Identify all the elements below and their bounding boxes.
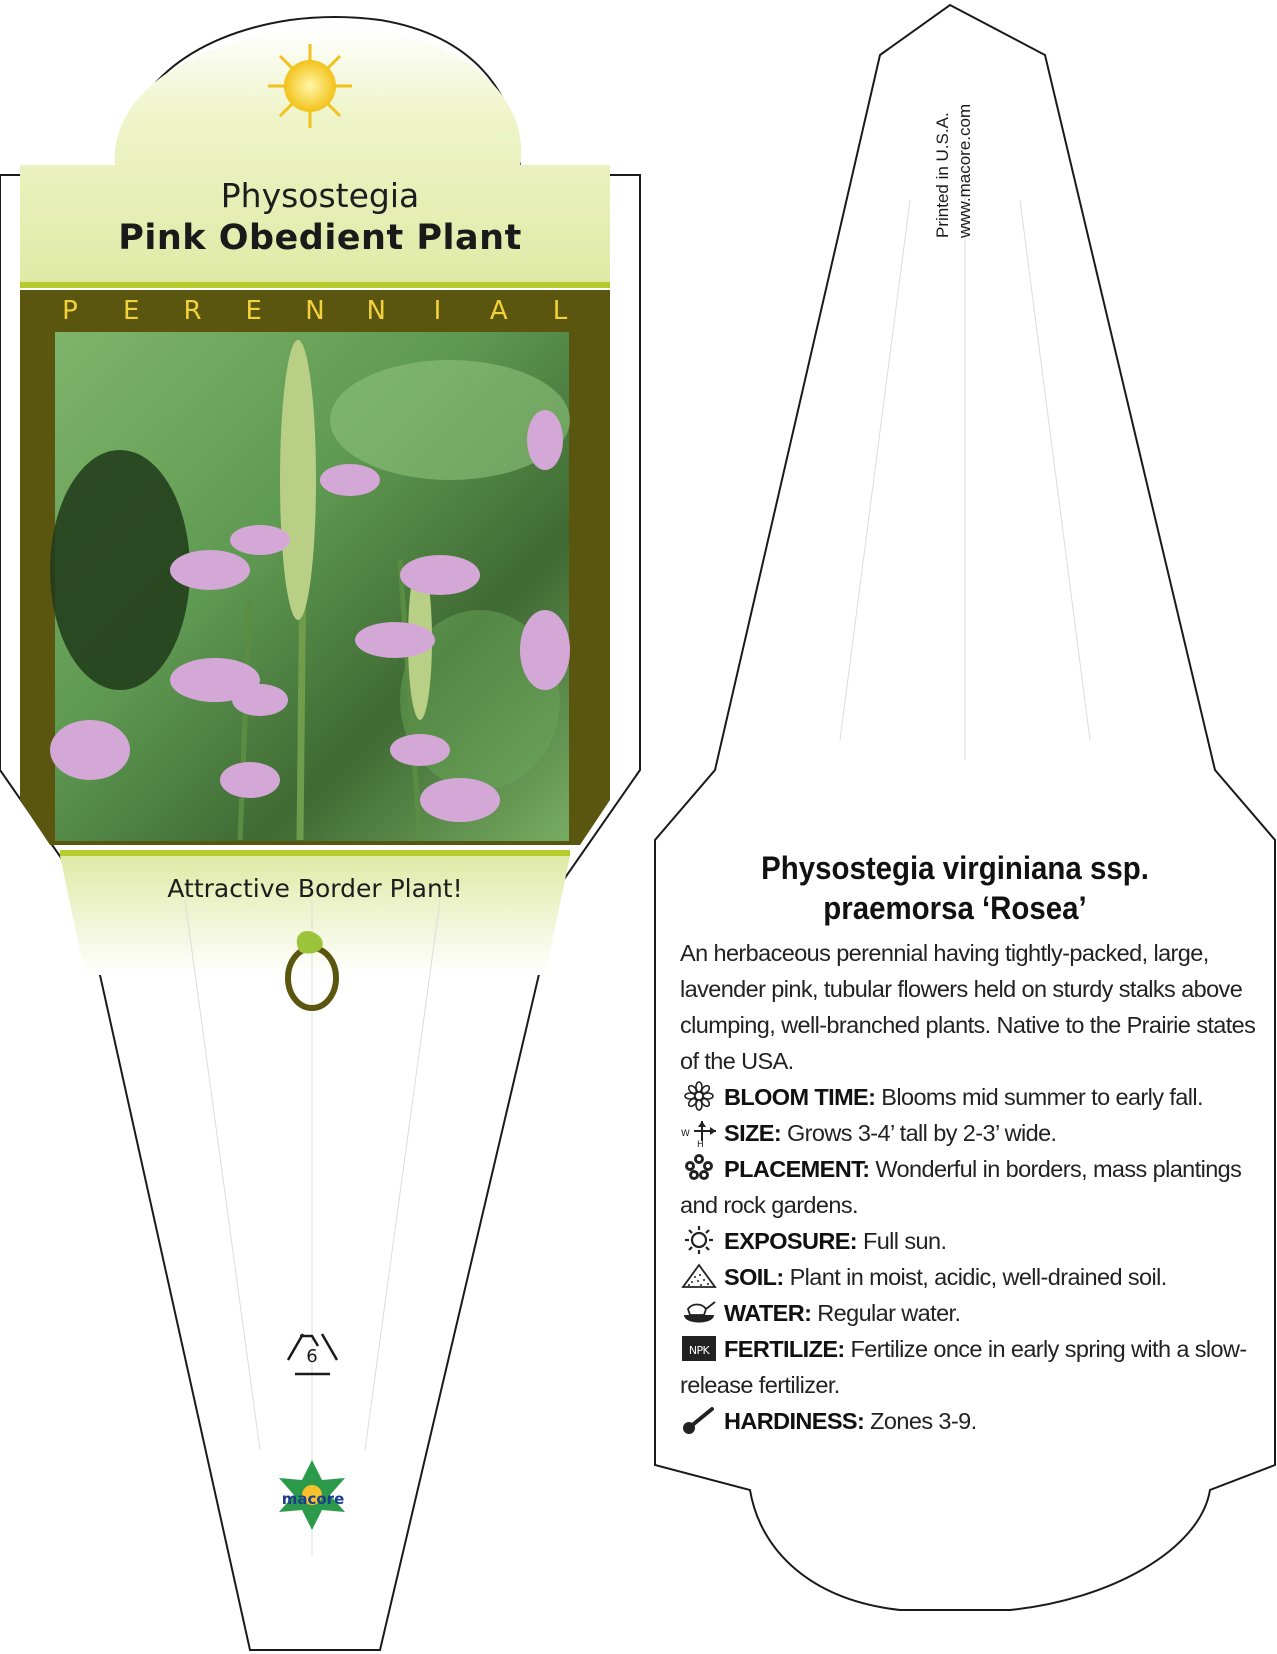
water-icon xyxy=(680,1297,718,1327)
size-w-label: W xyxy=(681,1129,690,1139)
attribute-text: Full sun. xyxy=(857,1228,947,1254)
scientific-name-line2: praemorsa ‘Rosea’ xyxy=(823,890,1087,926)
attribute-hardiness xyxy=(680,1403,1265,1439)
attribute-bloom-time xyxy=(680,1079,1265,1115)
attribute-label: BLOOM TIME: xyxy=(724,1084,876,1110)
attribute-exposure xyxy=(680,1223,1265,1259)
category-letter: L xyxy=(552,296,568,326)
print-info xyxy=(932,58,978,238)
category-letter: N xyxy=(366,296,386,326)
category-letter: E xyxy=(123,296,140,326)
category-letter: A xyxy=(489,296,508,326)
attribute-water xyxy=(680,1295,1265,1331)
attribute-label: SOIL: xyxy=(724,1264,784,1290)
category-letter: R xyxy=(183,296,202,326)
category-letter: E xyxy=(245,296,262,326)
attribute-label: HARDINESS: xyxy=(724,1408,865,1434)
scientific-name-line1: Physostegia virginiana ssp. xyxy=(761,850,1149,886)
npk-label: NPK xyxy=(688,1344,710,1357)
category-letter: I xyxy=(433,296,442,326)
attribute-soil xyxy=(680,1259,1265,1295)
attribute-text: Regular water. xyxy=(811,1300,961,1326)
attribute-text: Grows 3-4’ tall by 2-3’ wide. xyxy=(781,1120,1057,1146)
attribute-placement xyxy=(680,1151,1265,1223)
website: www.macore.com xyxy=(955,103,974,238)
flower-icon xyxy=(680,1081,718,1111)
size-h-label: H xyxy=(697,1140,704,1147)
attribute-text: Fertilize once in early spring with a slow-release fertilizer. xyxy=(680,1336,1247,1398)
attribute-label: WATER: xyxy=(724,1300,812,1326)
brand-logo-text: macore xyxy=(281,1490,345,1508)
soil-icon xyxy=(680,1261,718,1291)
recycle-number: 6 xyxy=(306,1346,318,1367)
description: An herbaceous perennial having tightly-packed, large, lavender pink, tubular flowers held on sturdy stalks above clumping, well-branched plants. Native to the Prairie states of the USA. xyxy=(680,940,1256,1074)
attribute-text: Wonderful in borders, mass plantings and rock gardens. xyxy=(680,1156,1242,1218)
common-name: Pink Obedient Plant xyxy=(118,218,522,258)
thermometer-icon xyxy=(680,1405,718,1435)
attribute-label: SIZE: xyxy=(724,1120,782,1146)
size-icon xyxy=(680,1117,718,1147)
category-letter: N xyxy=(305,296,325,326)
attribute-label: FERTILIZE: xyxy=(724,1336,845,1362)
npk-icon xyxy=(680,1333,718,1363)
attribute-text: Zones 3-9. xyxy=(864,1408,977,1434)
attribute-size xyxy=(680,1115,1265,1151)
attribute-label: EXPOSURE: xyxy=(724,1228,858,1254)
attribute-fertilize xyxy=(680,1331,1265,1403)
printed-in: Printed in U.S.A. xyxy=(933,112,952,238)
category-letter: P xyxy=(62,296,78,326)
tagline: Attractive Border Plant! xyxy=(167,874,463,903)
attribute-label: PLACEMENT: xyxy=(724,1156,870,1182)
attribute-text: Plant in moist, acidic, well-drained soil. xyxy=(783,1264,1167,1290)
sun-icon xyxy=(680,1225,718,1255)
scientific-name xyxy=(684,848,1227,928)
genus-name: Physostegia xyxy=(220,176,420,215)
attribute-text: Blooms mid summer to early fall. xyxy=(875,1084,1203,1110)
placement-icon xyxy=(680,1153,718,1183)
description-block xyxy=(680,935,1265,1439)
